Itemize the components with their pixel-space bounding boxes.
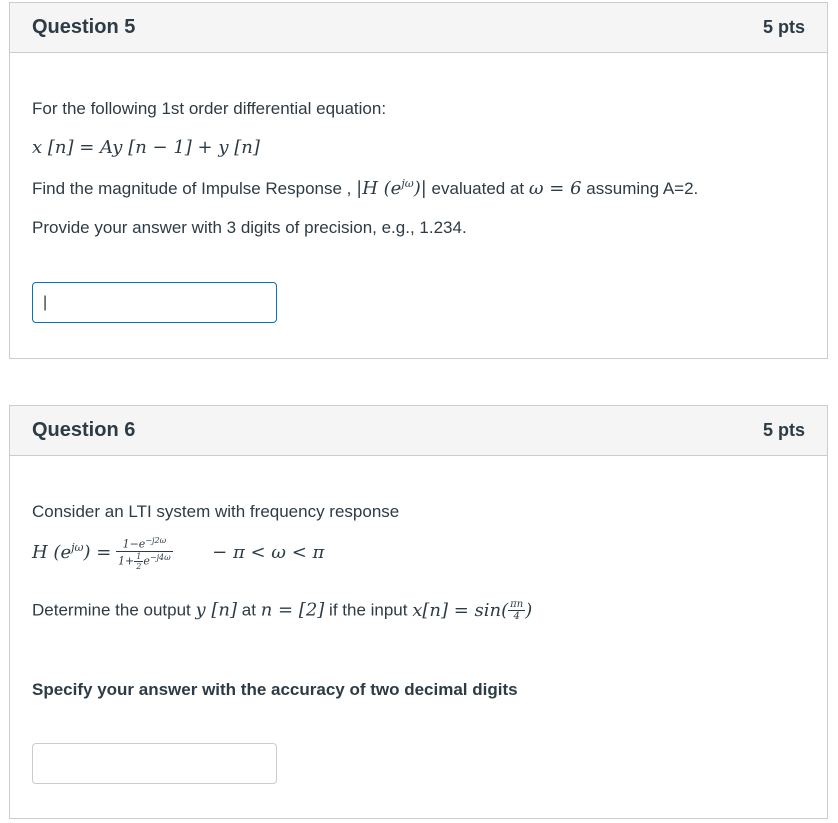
find-middle: evaluated at bbox=[431, 179, 525, 198]
h-fraction: $1-e^{-j2\omega}$ 1+ $\frac{1}{2}e^{-j4\omega}$ bbox=[118, 536, 171, 571]
question-5-points: 5 pts bbox=[762, 17, 805, 37]
h-lhs: H $(e^{j\omega})$ = bbox=[32, 540, 112, 563]
question-5-find-line bbox=[32, 177, 698, 199]
question-6-intro: Consider an LTI system with frequency response bbox=[32, 502, 400, 521]
output-y: y [n] bbox=[195, 599, 238, 621]
n-value: n = [2] bbox=[260, 599, 325, 621]
question-6-answer-input[interactable] bbox=[32, 743, 277, 784]
determine-at: at bbox=[241, 600, 256, 620]
question-6-points: 5 pts bbox=[762, 420, 805, 440]
question-6-determine-line bbox=[32, 599, 532, 622]
question-5-header bbox=[10, 3, 827, 53]
question-5-answer-input[interactable] bbox=[32, 282, 277, 323]
find-suffix: assuming A=2. bbox=[586, 179, 699, 198]
question-5-equation: x [n] = Ay [n − 1] + y [n] bbox=[32, 137, 260, 158]
impulse-response-magnitude: |H $(e^{j\omega})|$ bbox=[356, 177, 427, 199]
question-6-specify: Specify your answer with the accuracy of two decimal digits bbox=[32, 680, 518, 699]
question-5-intro: For the following 1st order differential equation: bbox=[32, 99, 387, 118]
input-x: x[n] = sin( $\frac{\pi n}{4}$ ) bbox=[412, 599, 533, 622]
question-6-card bbox=[9, 405, 828, 819]
omega-value: ω = 6 bbox=[528, 178, 582, 199]
question-6-title: Question 6 bbox=[32, 419, 136, 441]
find-prefix: Find the magnitude of Impulse Response , bbox=[32, 179, 352, 198]
question-5-card bbox=[9, 2, 828, 359]
question-6-header bbox=[10, 406, 827, 456]
omega-range: − π < ω < π bbox=[212, 541, 325, 563]
determine-if: if the input bbox=[329, 600, 408, 620]
determine-prefix: Determine the output bbox=[32, 600, 191, 620]
question-5-precision: Provide your answer with 3 digits of precision, e.g., 1.234. bbox=[32, 218, 467, 237]
question-5-title: Question 5 bbox=[32, 16, 136, 38]
question-6-frequency-response bbox=[32, 536, 324, 571]
